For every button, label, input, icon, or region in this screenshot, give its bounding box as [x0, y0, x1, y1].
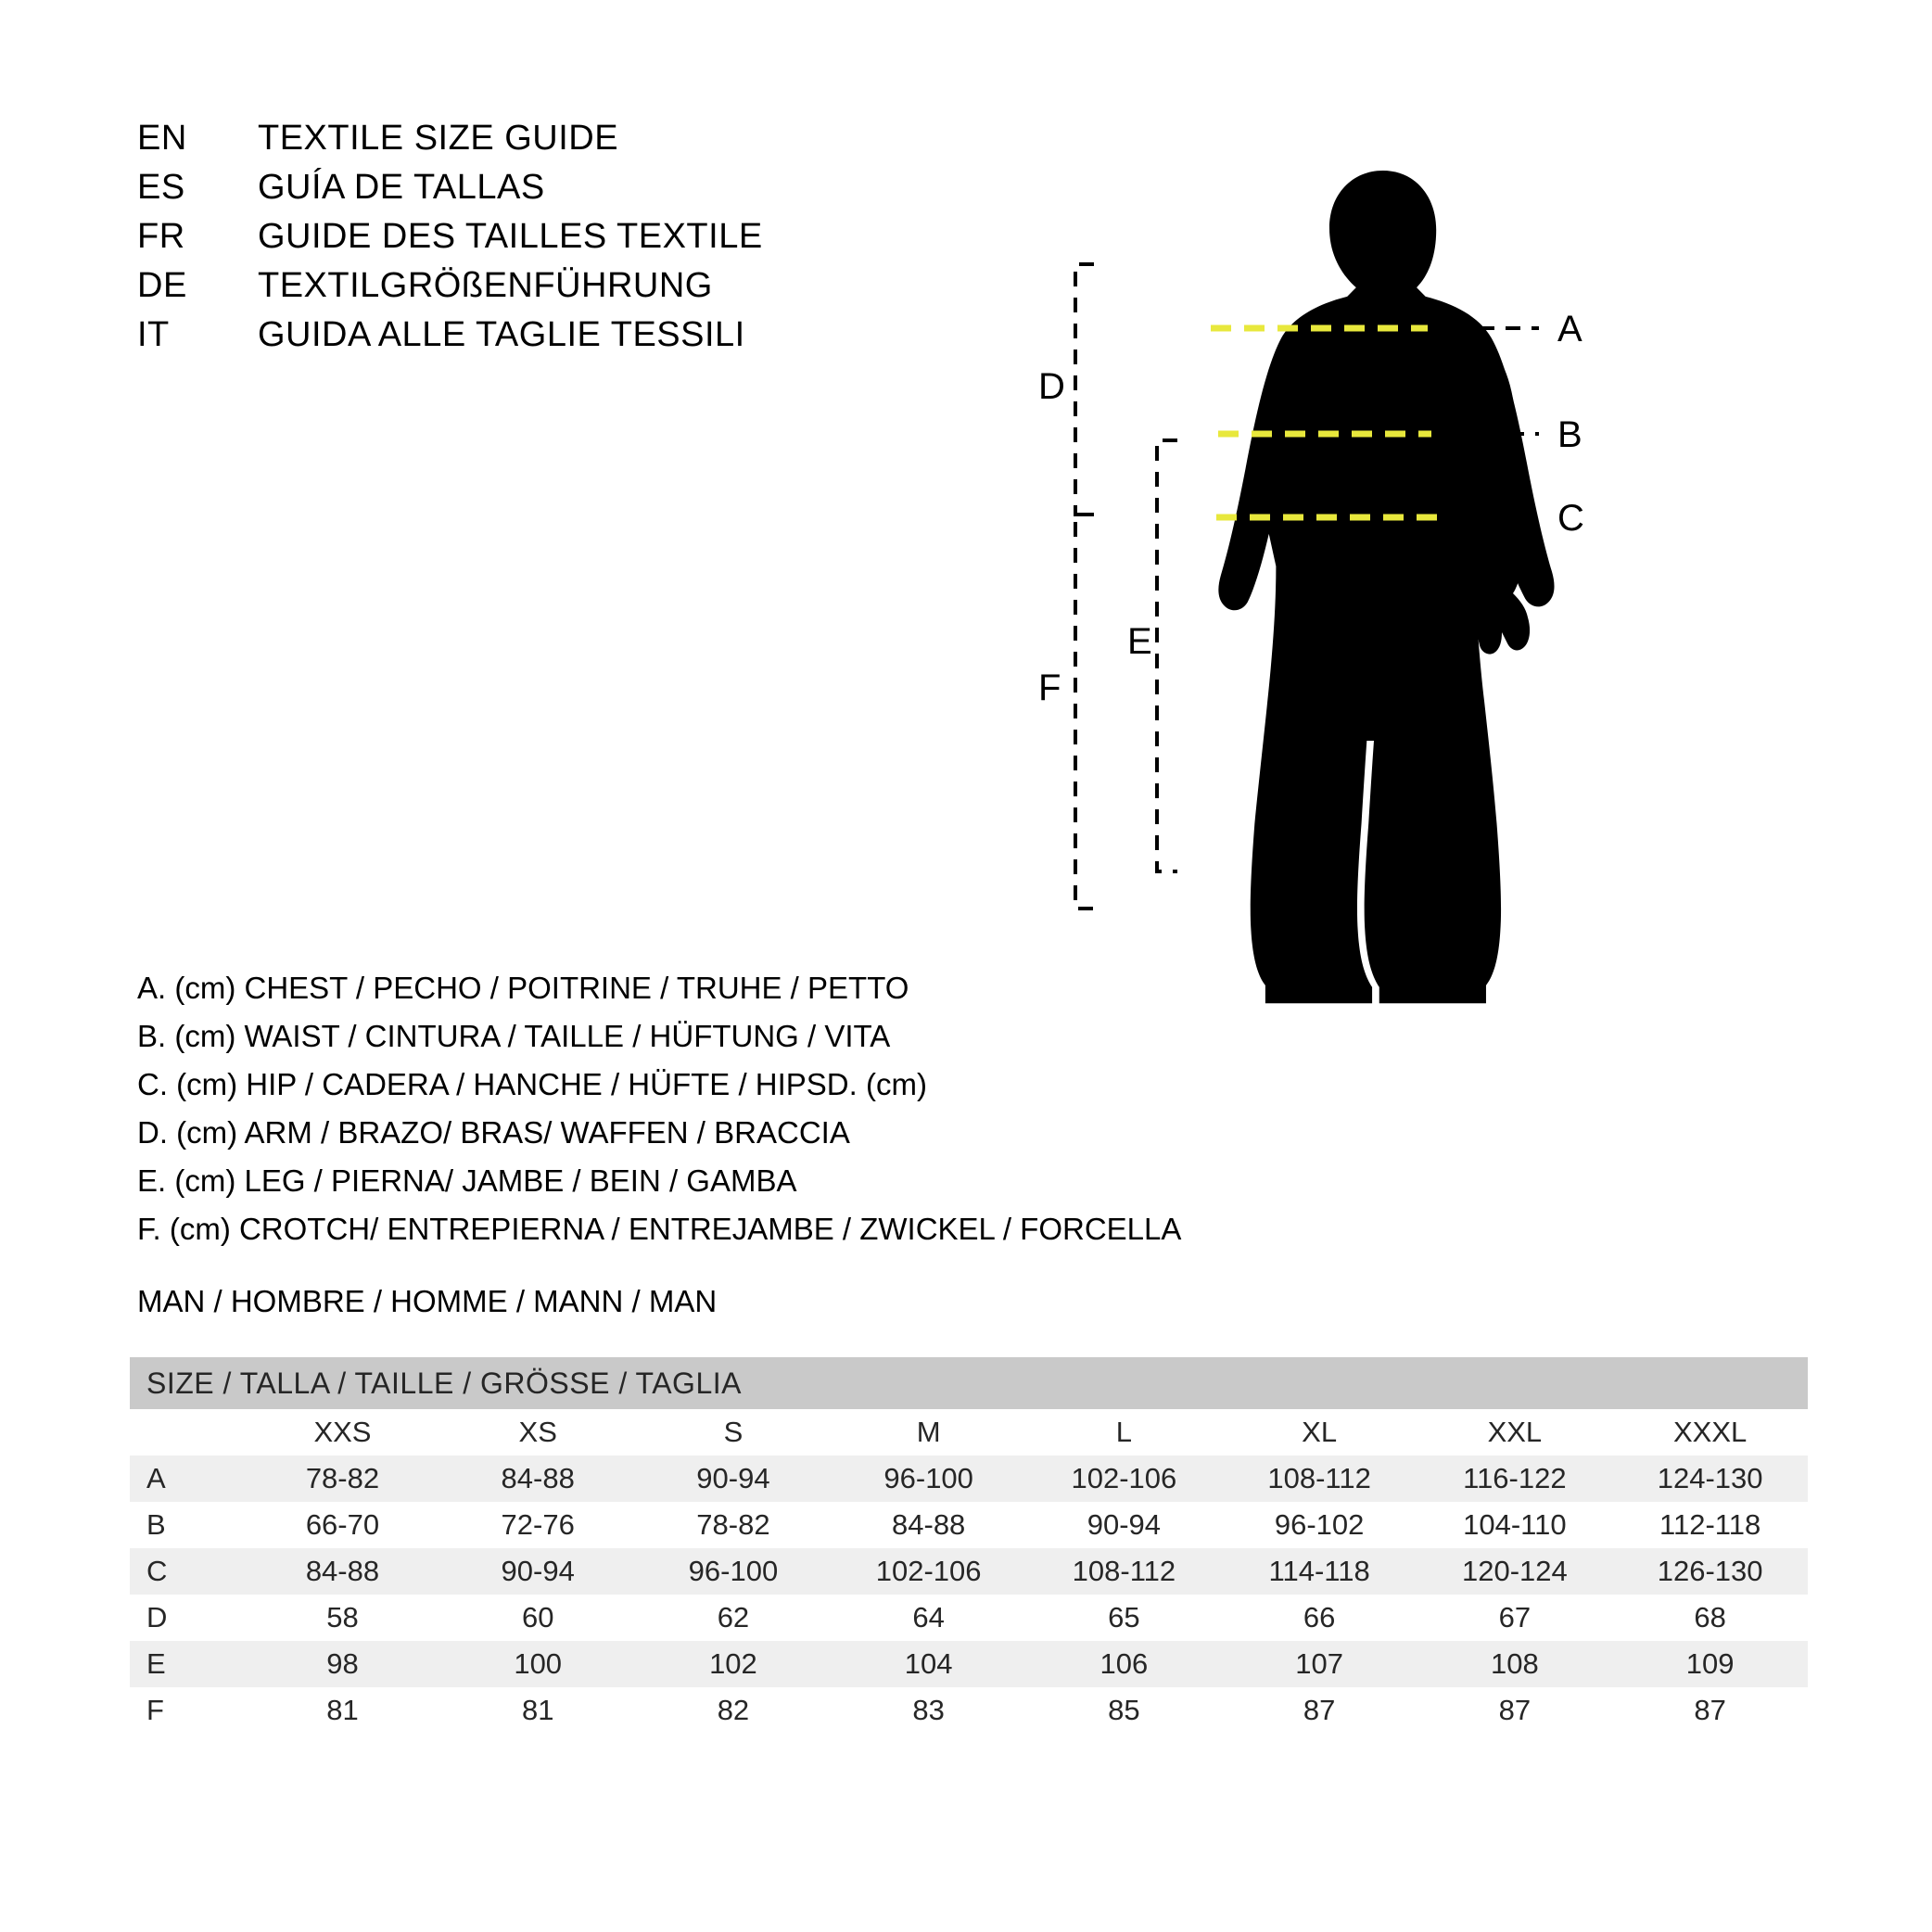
cell-a-xl: 108-112 [1267, 1462, 1371, 1494]
cell-d-xl: 66 [1303, 1601, 1336, 1633]
cell-b-xl: 96-102 [1274, 1508, 1365, 1541]
cell-f-l: 85 [1108, 1694, 1140, 1726]
language-title-block [137, 119, 972, 364]
cell-e-l: 106 [1099, 1647, 1149, 1680]
column-header-s: S [723, 1416, 744, 1448]
column-header-xl: XL [1302, 1416, 1338, 1448]
callout-label-c: C [1557, 498, 1584, 539]
dimension-label-e: E [1127, 621, 1152, 662]
language-title-es: GUÍA DE TALLAS [258, 168, 545, 207]
language-row-fr [137, 217, 972, 266]
cell-c-xxs: 84-88 [305, 1555, 380, 1587]
cell-d-xxxl: 68 [1694, 1601, 1726, 1633]
row-label-d: D [146, 1601, 168, 1633]
cell-f-m: 83 [912, 1694, 945, 1726]
table-row [130, 1687, 1808, 1734]
cell-a-xxl: 116-122 [1463, 1462, 1567, 1494]
cell-c-xxxl: 126-130 [1657, 1555, 1763, 1587]
dimension-label-d: D [1038, 366, 1065, 407]
language-title-en: TEXTILE SIZE GUIDE [258, 119, 619, 158]
row-label-f: F [146, 1694, 164, 1726]
cell-d-xxl: 67 [1498, 1601, 1532, 1633]
cell-a-xxxl: 124-130 [1657, 1462, 1763, 1494]
callout-label-a: A [1557, 309, 1582, 350]
language-row-en [137, 119, 972, 168]
cell-d-xs: 60 [521, 1601, 554, 1633]
language-code-de: DE [137, 266, 187, 305]
table-header-row [130, 1409, 1808, 1455]
language-code-es: ES [137, 168, 185, 207]
row-label-a: A [146, 1462, 166, 1494]
cell-b-xxs: 66-70 [305, 1508, 380, 1541]
legend-item-b: B. (cm) WAIST / CINTURA / TAILLE / HÜFTUNG / VITA [137, 1019, 891, 1053]
callout-label-b: B [1557, 414, 1582, 455]
legend-item-f: F. (cm) CROTCH/ ENTREPIERNA / ENTREJAMBE / ZWICKEL / FORCELLA [137, 1212, 1182, 1246]
header-corner [130, 1409, 245, 1455]
cell-d-l: 65 [1108, 1601, 1140, 1633]
cell-c-s: 96-100 [688, 1555, 779, 1587]
male-silhouette-icon [1218, 171, 1554, 1003]
language-title-it: GUIDA ALLE TAGLIE TESSILI [258, 315, 745, 354]
cell-e-m: 104 [904, 1647, 953, 1680]
cell-c-xxl: 120-124 [1461, 1555, 1568, 1587]
size-diagram [1038, 93, 1854, 1205]
legend-item-d: D. (cm) ARM / BRAZO/ BRAS/ WAFFEN / BRACCIA [137, 1115, 850, 1150]
row-label-b: B [146, 1508, 166, 1541]
language-code-en: EN [137, 119, 187, 158]
column-header-xxxl: XXXL [1672, 1416, 1748, 1448]
cell-c-xl: 114-118 [1268, 1555, 1370, 1587]
column-header-xxs: XXS [313, 1416, 372, 1448]
row-label-c: C [146, 1555, 168, 1587]
column-header-xs: XS [518, 1416, 557, 1448]
legend-item-e: E. (cm) LEG / PIERNA/ JAMBE / BEIN / GAMBA [137, 1163, 797, 1198]
table-title-row [130, 1357, 1808, 1409]
cell-f-xxs: 81 [326, 1694, 359, 1726]
table-row [130, 1641, 1808, 1687]
row-label-e: E [146, 1647, 166, 1680]
cell-b-xxxl: 112-118 [1659, 1508, 1761, 1541]
cell-e-s: 102 [709, 1647, 757, 1680]
column-header-l: L [1115, 1416, 1133, 1448]
legend-item-a: A. (cm) CHEST / PECHO / POITRINE / TRUHE / PETTO [137, 971, 909, 1005]
cell-c-l: 108-112 [1072, 1555, 1176, 1587]
cell-b-m: 84-88 [892, 1508, 966, 1541]
cell-b-l: 90-94 [1087, 1508, 1162, 1541]
cell-d-m: 64 [912, 1601, 945, 1633]
dimension-bracket-e [1157, 440, 1177, 871]
cell-d-xxs: 58 [326, 1601, 359, 1633]
cell-f-xxxl: 87 [1694, 1694, 1726, 1726]
cell-e-xxs: 98 [326, 1647, 359, 1680]
cell-f-xxl: 87 [1498, 1694, 1532, 1726]
cell-c-xs: 90-94 [501, 1555, 575, 1587]
column-header-xxl: XXL [1487, 1416, 1543, 1448]
language-row-de [137, 266, 972, 315]
column-header-m: M [916, 1416, 941, 1448]
cell-b-s: 78-82 [696, 1508, 770, 1541]
cell-b-xxl: 104-110 [1463, 1508, 1567, 1541]
table-row [130, 1455, 1808, 1502]
table-row [130, 1595, 1808, 1641]
language-title-de: TEXTILGRÖßENFÜHRUNG [258, 266, 713, 305]
gender-label: MAN / HOMBRE / HOMME / MANN / MAN [137, 1284, 718, 1318]
cell-e-xs: 100 [514, 1647, 563, 1680]
cell-e-xl: 107 [1295, 1647, 1343, 1680]
cell-f-xl: 87 [1303, 1694, 1336, 1726]
cell-a-m: 96-100 [883, 1462, 973, 1494]
cell-a-l: 102-106 [1071, 1462, 1177, 1494]
dimension-label-f: F [1038, 667, 1061, 708]
cell-f-s: 82 [717, 1694, 750, 1726]
language-row-it [137, 315, 972, 364]
language-row-es [137, 168, 972, 217]
language-title-fr: GUIDE DES TAILLES TEXTILE [258, 217, 763, 256]
cell-b-xs: 72-76 [501, 1508, 575, 1541]
cell-e-xxl: 108 [1491, 1647, 1539, 1680]
table-row [130, 1502, 1808, 1548]
size-table [130, 1357, 1808, 1734]
language-code-fr: FR [137, 217, 185, 256]
cell-e-xxxl: 109 [1685, 1647, 1735, 1680]
cell-d-s: 62 [717, 1601, 750, 1633]
cell-a-xs: 84-88 [501, 1462, 575, 1494]
dimension-bracket-d [1075, 264, 1094, 515]
cell-f-xs: 81 [521, 1694, 554, 1726]
cell-a-s: 90-94 [696, 1462, 770, 1494]
legend-item-c: C. (cm) HIP / CADERA / HANCHE / HÜFTE / HIPSD. (cm) [137, 1067, 927, 1101]
language-code-it: IT [137, 315, 170, 354]
dimension-bracket-f [1075, 515, 1094, 909]
cell-a-xxs: 78-82 [305, 1462, 380, 1494]
cell-c-m: 102-106 [875, 1555, 982, 1587]
table-row [130, 1548, 1808, 1595]
table-title: SIZE / TALLA / TAILLE / GRÖSSE / TAGLIA [146, 1366, 742, 1400]
